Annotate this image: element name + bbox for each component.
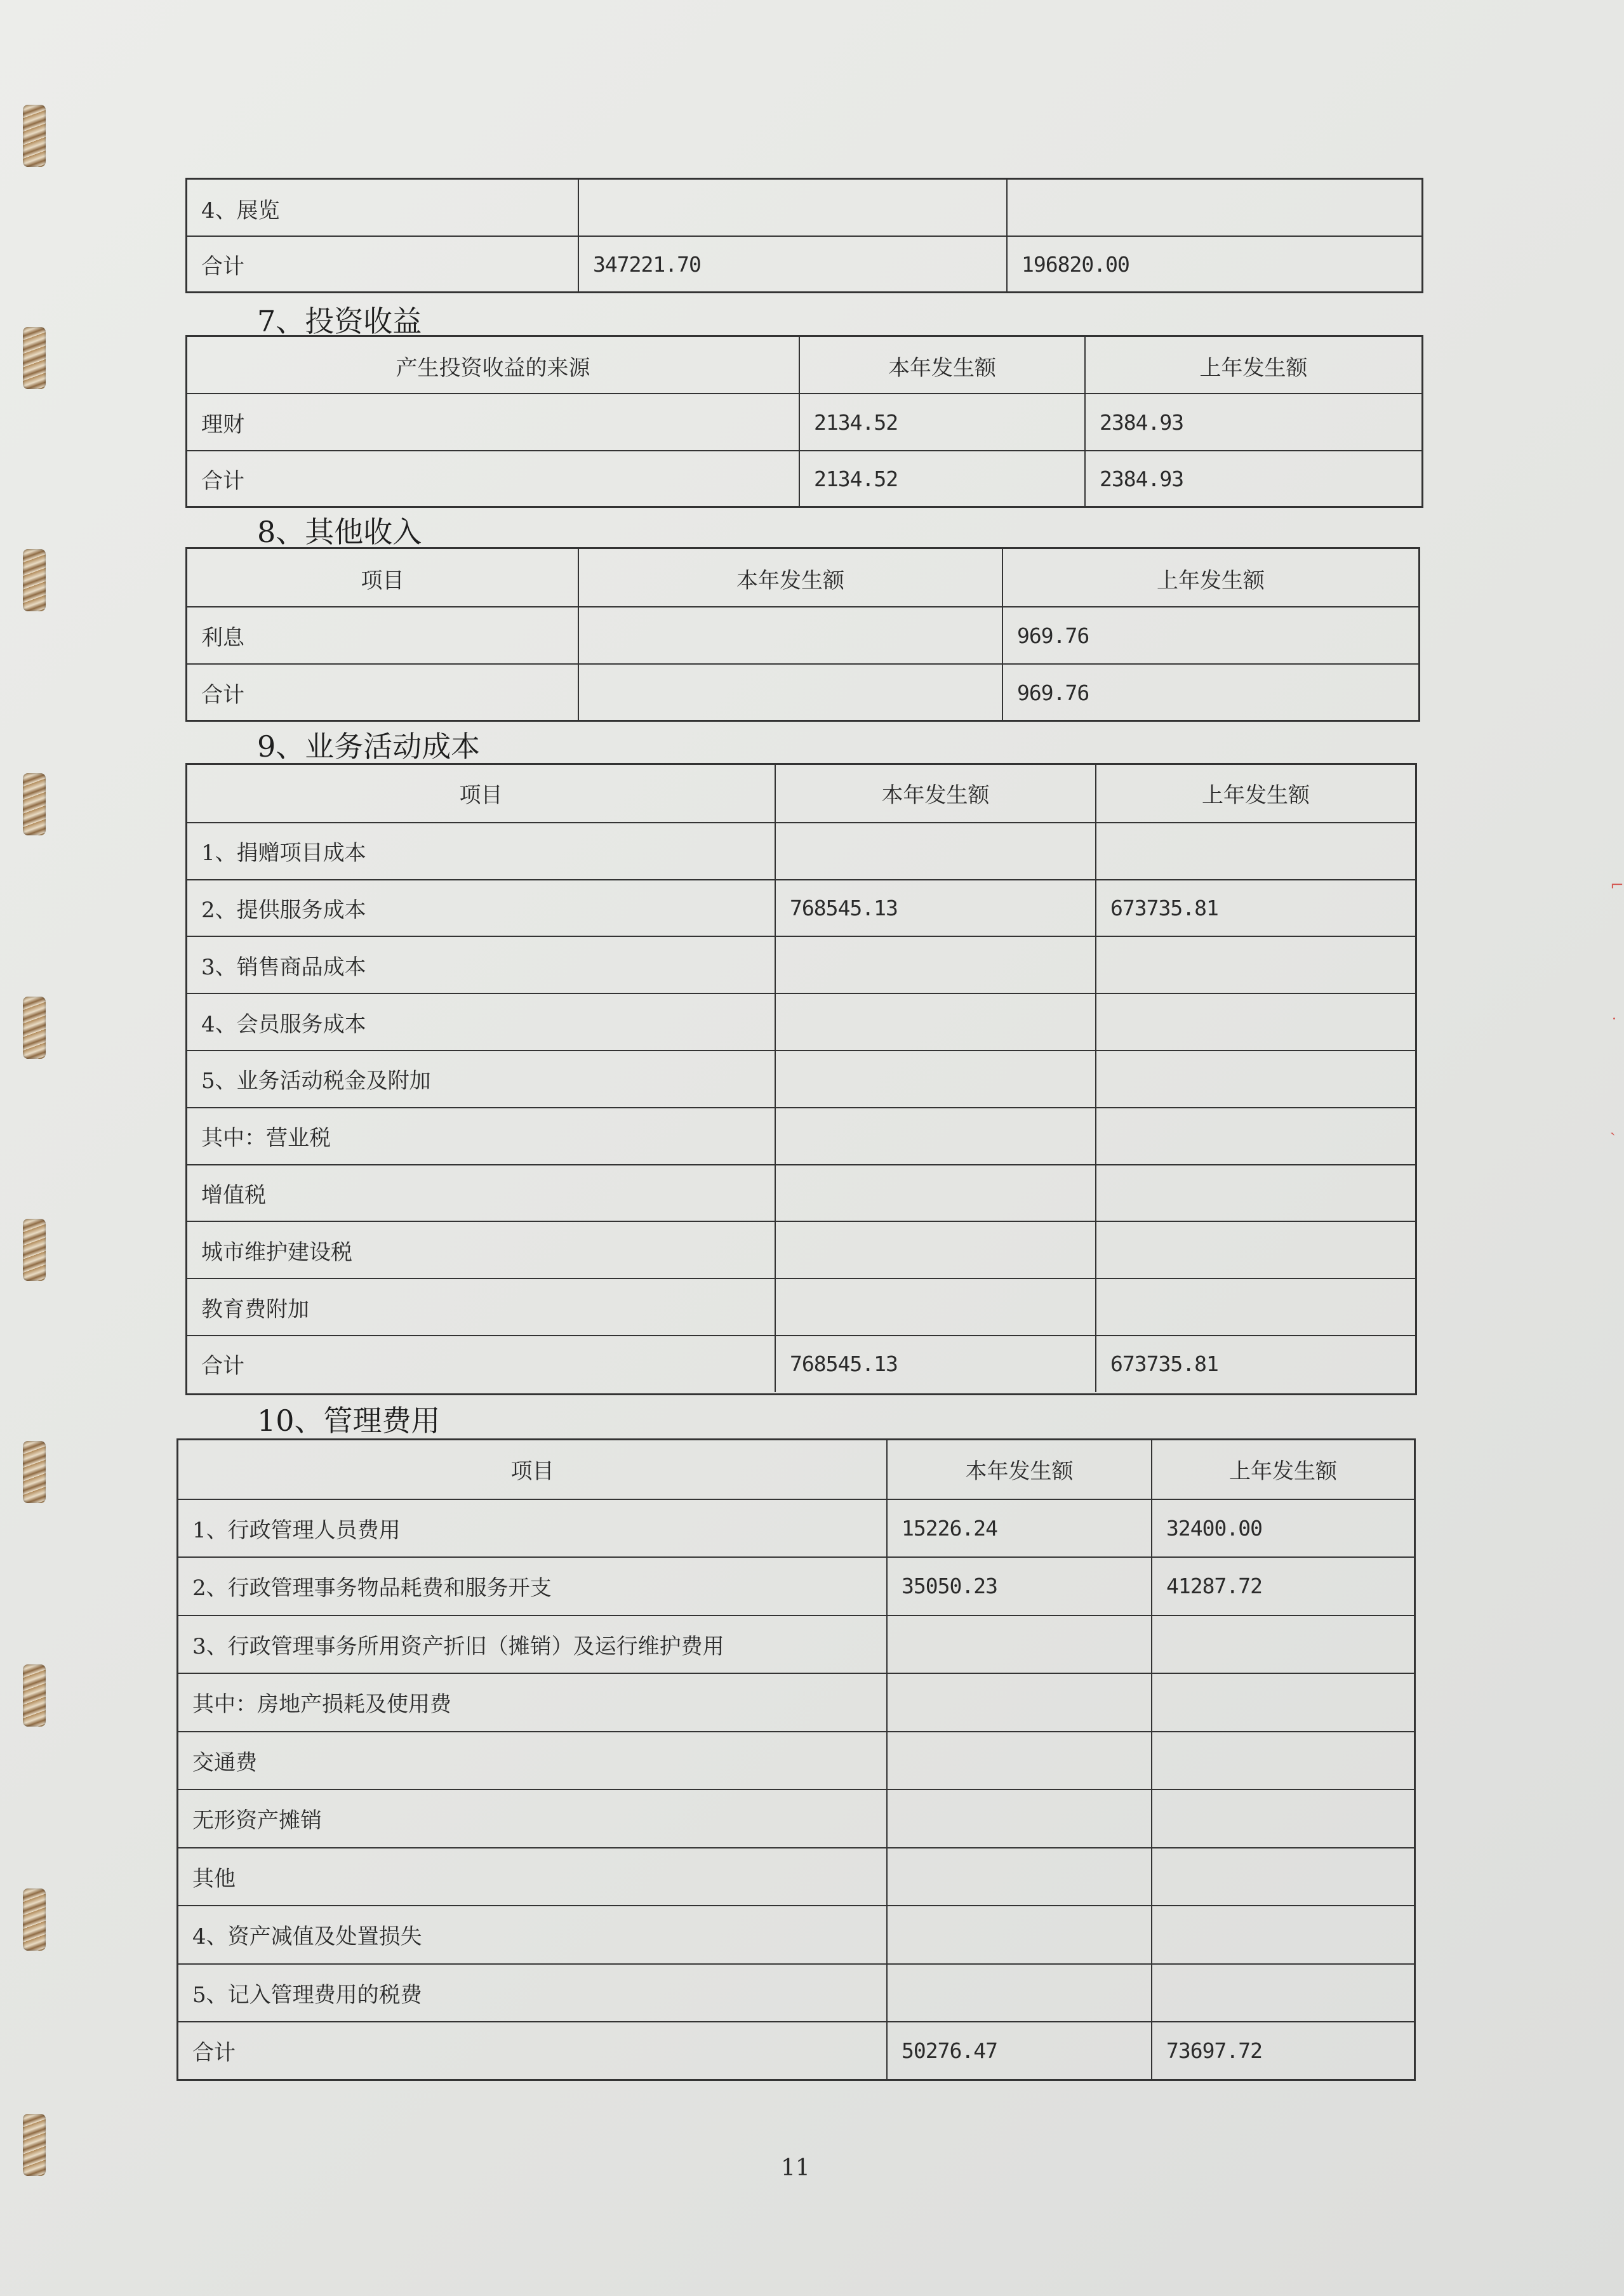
prior-year-cell <box>1151 1790 1414 1847</box>
item-cell: 利息 <box>201 625 244 651</box>
table-row <box>187 993 1415 1050</box>
item-cell: 4、资产减值及处置损失 <box>192 1924 422 1950</box>
current-year-cell <box>775 1051 1095 1107</box>
prior-year-cell <box>1095 937 1415 993</box>
current-year-cell <box>886 1906 1151 1963</box>
prior-year-cell: 41287.72 <box>1151 1558 1414 1615</box>
item-cell: 其中：房地产损耗及使用费 <box>192 1692 451 1718</box>
table-row <box>178 1556 1414 1615</box>
current-year-cell: 347221.70 <box>578 237 1006 291</box>
table-row <box>187 879 1415 936</box>
current-year-cell <box>775 994 1095 1050</box>
page-number: 11 <box>781 2155 810 2181</box>
binder-hole <box>23 1888 46 1951</box>
item-cell: 教育费附加 <box>201 1296 309 1322</box>
prior-year-cell <box>1006 180 1421 237</box>
item-cell: 合计 <box>201 1353 244 1379</box>
prior-year-cell <box>1151 1616 1414 1673</box>
binder-hole <box>23 997 46 1059</box>
item-cell: 3、行政管理事务所用资产折旧（摊销）及运行维护费用 <box>192 1633 724 1659</box>
current-year-cell <box>775 1279 1095 1335</box>
prior-year-cell <box>1151 1965 1414 2022</box>
table-admin-expenses <box>176 1438 1416 2081</box>
table-row <box>187 1221 1415 1278</box>
current-year-cell <box>886 1674 1151 1731</box>
prior-year-cell: 196820.00 <box>1006 237 1421 291</box>
current-year-cell <box>578 180 1006 237</box>
current-year-cell <box>886 1616 1151 1673</box>
table-row <box>178 1905 1414 1963</box>
current-year-cell: 50276.47 <box>886 2022 1151 2080</box>
current-year-cell <box>775 823 1095 879</box>
binder-hole <box>23 549 46 611</box>
prior-year-cell: 673735.81 <box>1095 880 1415 936</box>
prior-year-cell: 2384.93 <box>1084 451 1421 506</box>
prior-year-cell <box>1095 1051 1415 1107</box>
item-cell: 其中：营业税 <box>201 1125 331 1151</box>
header-cell-prior-year: 上年发生额 <box>1002 549 1418 607</box>
table-row <box>187 1164 1415 1221</box>
header-cell-source: 产生投资收益的来源 <box>396 355 590 381</box>
table-row <box>187 1050 1415 1107</box>
prior-year-cell: 2384.93 <box>1084 394 1421 450</box>
table-header-row <box>178 1440 1414 1499</box>
item-cell: 其他 <box>192 1866 236 1892</box>
header-cell-item: 项目 <box>459 783 503 809</box>
table-row <box>187 180 1421 237</box>
current-year-cell: 15226.24 <box>886 1500 1151 1557</box>
table-row <box>178 2021 1414 2080</box>
item-cell: 4、会员服务成本 <box>201 1011 366 1037</box>
header-cell-current-year: 本年发生额 <box>775 765 1095 822</box>
section-heading-admin-expenses: 10、管理费用 <box>257 1403 441 1438</box>
table-investment-income <box>185 335 1423 508</box>
prior-year-cell <box>1095 1108 1415 1164</box>
prior-year-cell <box>1151 1848 1414 1906</box>
table-header-row <box>187 549 1418 607</box>
current-year-cell <box>775 1165 1095 1221</box>
current-year-cell: 768545.13 <box>775 1336 1095 1392</box>
prior-year-cell: 73697.72 <box>1151 2022 1414 2080</box>
prior-year-cell <box>1151 1906 1414 1963</box>
table-header-row <box>187 765 1415 822</box>
seal-stamp-fragment: ˙ <box>1610 1016 1618 1035</box>
table-row <box>178 1847 1414 1906</box>
prior-year-cell <box>1151 1674 1414 1731</box>
current-year-cell <box>578 665 1002 720</box>
binder-hole <box>23 1219 46 1281</box>
prior-year-cell: 969.76 <box>1002 607 1418 663</box>
prior-year-cell: 969.76 <box>1002 665 1418 720</box>
seal-stamp-fragment: ˎ <box>1610 1117 1616 1136</box>
table-row <box>187 1278 1415 1335</box>
table-row <box>187 450 1421 506</box>
binder-hole <box>23 1441 46 1503</box>
header-cell-prior-year: 上年发生额 <box>1151 1440 1414 1499</box>
item-cell: 增值税 <box>201 1182 266 1208</box>
table-row <box>178 1673 1414 1731</box>
table-row <box>178 1789 1414 1847</box>
prior-year-cell <box>1095 1165 1415 1221</box>
table-header-row <box>187 337 1421 394</box>
table-section6-continued <box>185 178 1423 293</box>
table-row <box>187 936 1415 993</box>
current-year-cell: 768545.13 <box>775 880 1095 936</box>
prior-year-cell: 673735.81 <box>1095 1336 1415 1392</box>
item-cell: 2、提供服务成本 <box>201 897 366 923</box>
item-cell: 1、行政管理人员费用 <box>192 1517 401 1543</box>
table-other-income <box>185 547 1420 722</box>
item-cell: 理财 <box>201 411 244 437</box>
prior-year-cell <box>1095 1222 1415 1278</box>
item-cell: 5、记入管理费用的税费 <box>192 1982 422 2008</box>
item-cell: 合计 <box>201 253 244 279</box>
prior-year-cell <box>1095 1279 1415 1335</box>
table-row <box>187 1335 1415 1392</box>
table-row <box>187 606 1418 663</box>
item-cell: 1、捐赠项目成本 <box>201 840 366 866</box>
table-row <box>187 236 1421 291</box>
item-cell: 4、展览 <box>201 197 280 223</box>
current-year-cell: 2134.52 <box>799 394 1084 450</box>
current-year-cell <box>775 1222 1095 1278</box>
table-business-cost <box>185 763 1417 1395</box>
table-row <box>187 822 1415 879</box>
current-year-cell <box>775 1108 1095 1164</box>
binder-hole <box>23 1664 46 1727</box>
binder-hole <box>23 773 46 835</box>
table-row <box>187 393 1421 450</box>
binder-hole <box>23 105 46 167</box>
item-cell: 5、业务活动税金及附加 <box>201 1068 431 1094</box>
binder-hole <box>23 2114 46 2176</box>
table-row <box>178 1615 1414 1673</box>
item-cell: 2、行政管理事务物品耗费和服务开支 <box>192 1576 552 1602</box>
seal-stamp-fragment: ⌐ <box>1610 876 1624 895</box>
section-heading-investment-income: 7、投资收益 <box>257 304 422 338</box>
header-cell-prior-year: 上年发生额 <box>1095 765 1415 822</box>
item-cell: 城市维护建设税 <box>201 1239 352 1265</box>
table-row <box>178 1731 1414 1789</box>
current-year-cell <box>775 937 1095 993</box>
header-cell-item: 项目 <box>361 567 404 594</box>
prior-year-cell <box>1095 823 1415 879</box>
item-cell: 无形资产摊销 <box>192 1808 322 1834</box>
item-cell: 3、销售商品成本 <box>201 954 366 980</box>
table-row <box>187 1107 1415 1164</box>
current-year-cell <box>886 1732 1151 1789</box>
current-year-cell: 35050.23 <box>886 1558 1151 1615</box>
prior-year-cell <box>1095 994 1415 1050</box>
section-heading-other-income: 8、其他收入 <box>257 515 422 549</box>
table-row <box>187 663 1418 720</box>
current-year-cell <box>886 1790 1151 1847</box>
item-cell: 交通费 <box>192 1749 257 1775</box>
header-cell-current-year: 本年发生额 <box>799 337 1084 394</box>
table-row <box>178 1963 1414 2022</box>
header-cell-prior-year: 上年发生额 <box>1084 337 1421 394</box>
header-cell-current-year: 本年发生额 <box>578 549 1002 607</box>
table-row <box>178 1499 1414 1557</box>
header-cell-current-year: 本年发生额 <box>886 1440 1151 1499</box>
binder-hole <box>23 327 46 389</box>
item-cell: 合计 <box>201 468 244 494</box>
item-cell: 合计 <box>192 2040 236 2066</box>
item-cell: 合计 <box>201 682 244 708</box>
current-year-cell <box>886 1848 1151 1906</box>
prior-year-cell: 32400.00 <box>1151 1500 1414 1557</box>
section-heading-business-cost: 9、业务活动成本 <box>257 729 481 764</box>
prior-year-cell <box>1151 1732 1414 1789</box>
current-year-cell <box>886 1965 1151 2022</box>
current-year-cell: 2134.52 <box>799 451 1084 506</box>
header-cell-item: 项目 <box>510 1459 554 1485</box>
current-year-cell <box>578 607 1002 663</box>
